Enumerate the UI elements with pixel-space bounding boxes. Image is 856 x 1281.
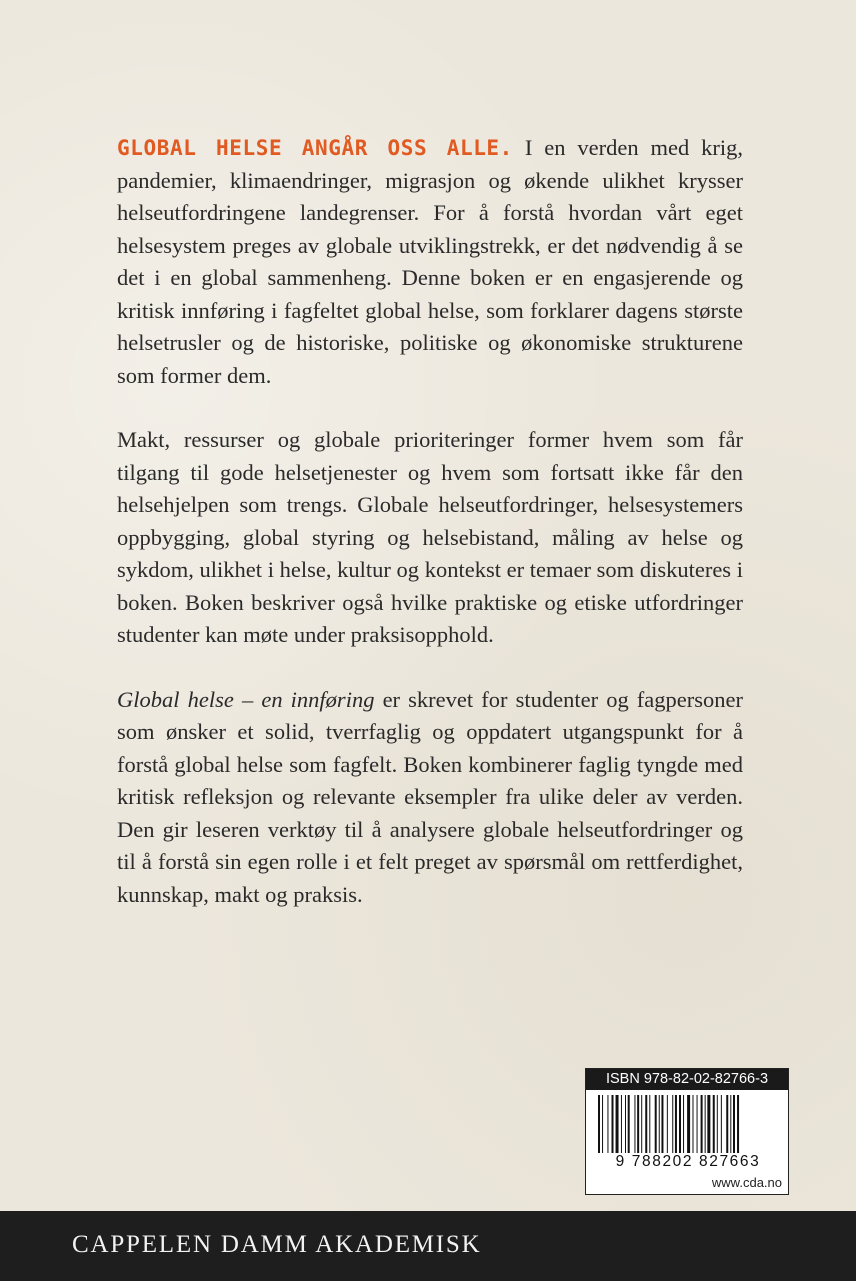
blurb-paragraph-3-text: er skrevet for studenter og fagpersoner som ønsker et solid, tverrfaglig og oppdatert utgangspunkt for å forstå global helse som fagfelt. Boken kombinerer faglig tyngde med kritisk refleksjon og relevante eksempler fra ulike deler av verden. Den gir leseren verktøy til å analysere globale helseutfordringer og til å forstå sin egen rolle i et felt preget av spørsmål om rettferdighet, kunnskap, makt og praksis. xyxy=(117,686,744,907)
isbn-label: ISBN 978-82-02-82766-3 xyxy=(586,1069,788,1090)
book-title-italic: Global helse – en innføring xyxy=(117,686,375,712)
blurb-paragraph-1 xyxy=(117,132,743,392)
blurb-text xyxy=(117,132,743,943)
publisher-footer-bar xyxy=(0,1211,856,1281)
isbn-barcode-box xyxy=(585,1068,789,1195)
blurb-paragraph-2: Makt, ressurser og globale prioriteringer former hvem som får tilgang til gode helsetjenester og hvem som fortsatt ikke får den helsehjelpen som trengs. Globale helseutfordringer, helsesystemers oppbygging, global styring og helsebistand, måling av helse og sykdom, ulikhet i helse, kultur og kontekst er temaer som diskuteres i boken. Boken beskriver også hvilke praktiske og etiske utfordringer studenter kan møte under praksisopphold. xyxy=(117,427,743,647)
publisher-url: www.cda.no xyxy=(711,1175,782,1190)
publisher-logo-text: CAPPELEN DAMM AKADEMISK xyxy=(72,1231,482,1258)
barcode-image xyxy=(596,1095,780,1153)
blurb-paragraph-1-text: I en verden med krig, pandemier, klimaendringer, migrasjon og økende ulikhet krysser helseutfordringene landegrenser. For å forstå hvordan vårt eget helsesystem preges av globale utviklingstrekk, er det nødvendig å se det i en global sammenheng. Denne boken er en engasjerende og kritisk innføring i fagfeltet global helse, som forklarer dagens største helsetrusler og de historiske, politiske og økonomiske strukturene som former dem. xyxy=(117,135,743,388)
blurb-lead-heading: GLOBAL HELSE ANGÅR OSS ALLE. xyxy=(117,136,513,160)
blurb-paragraph-3 xyxy=(117,684,743,912)
barcode-digits: 9 788202 827663 xyxy=(615,1153,761,1170)
